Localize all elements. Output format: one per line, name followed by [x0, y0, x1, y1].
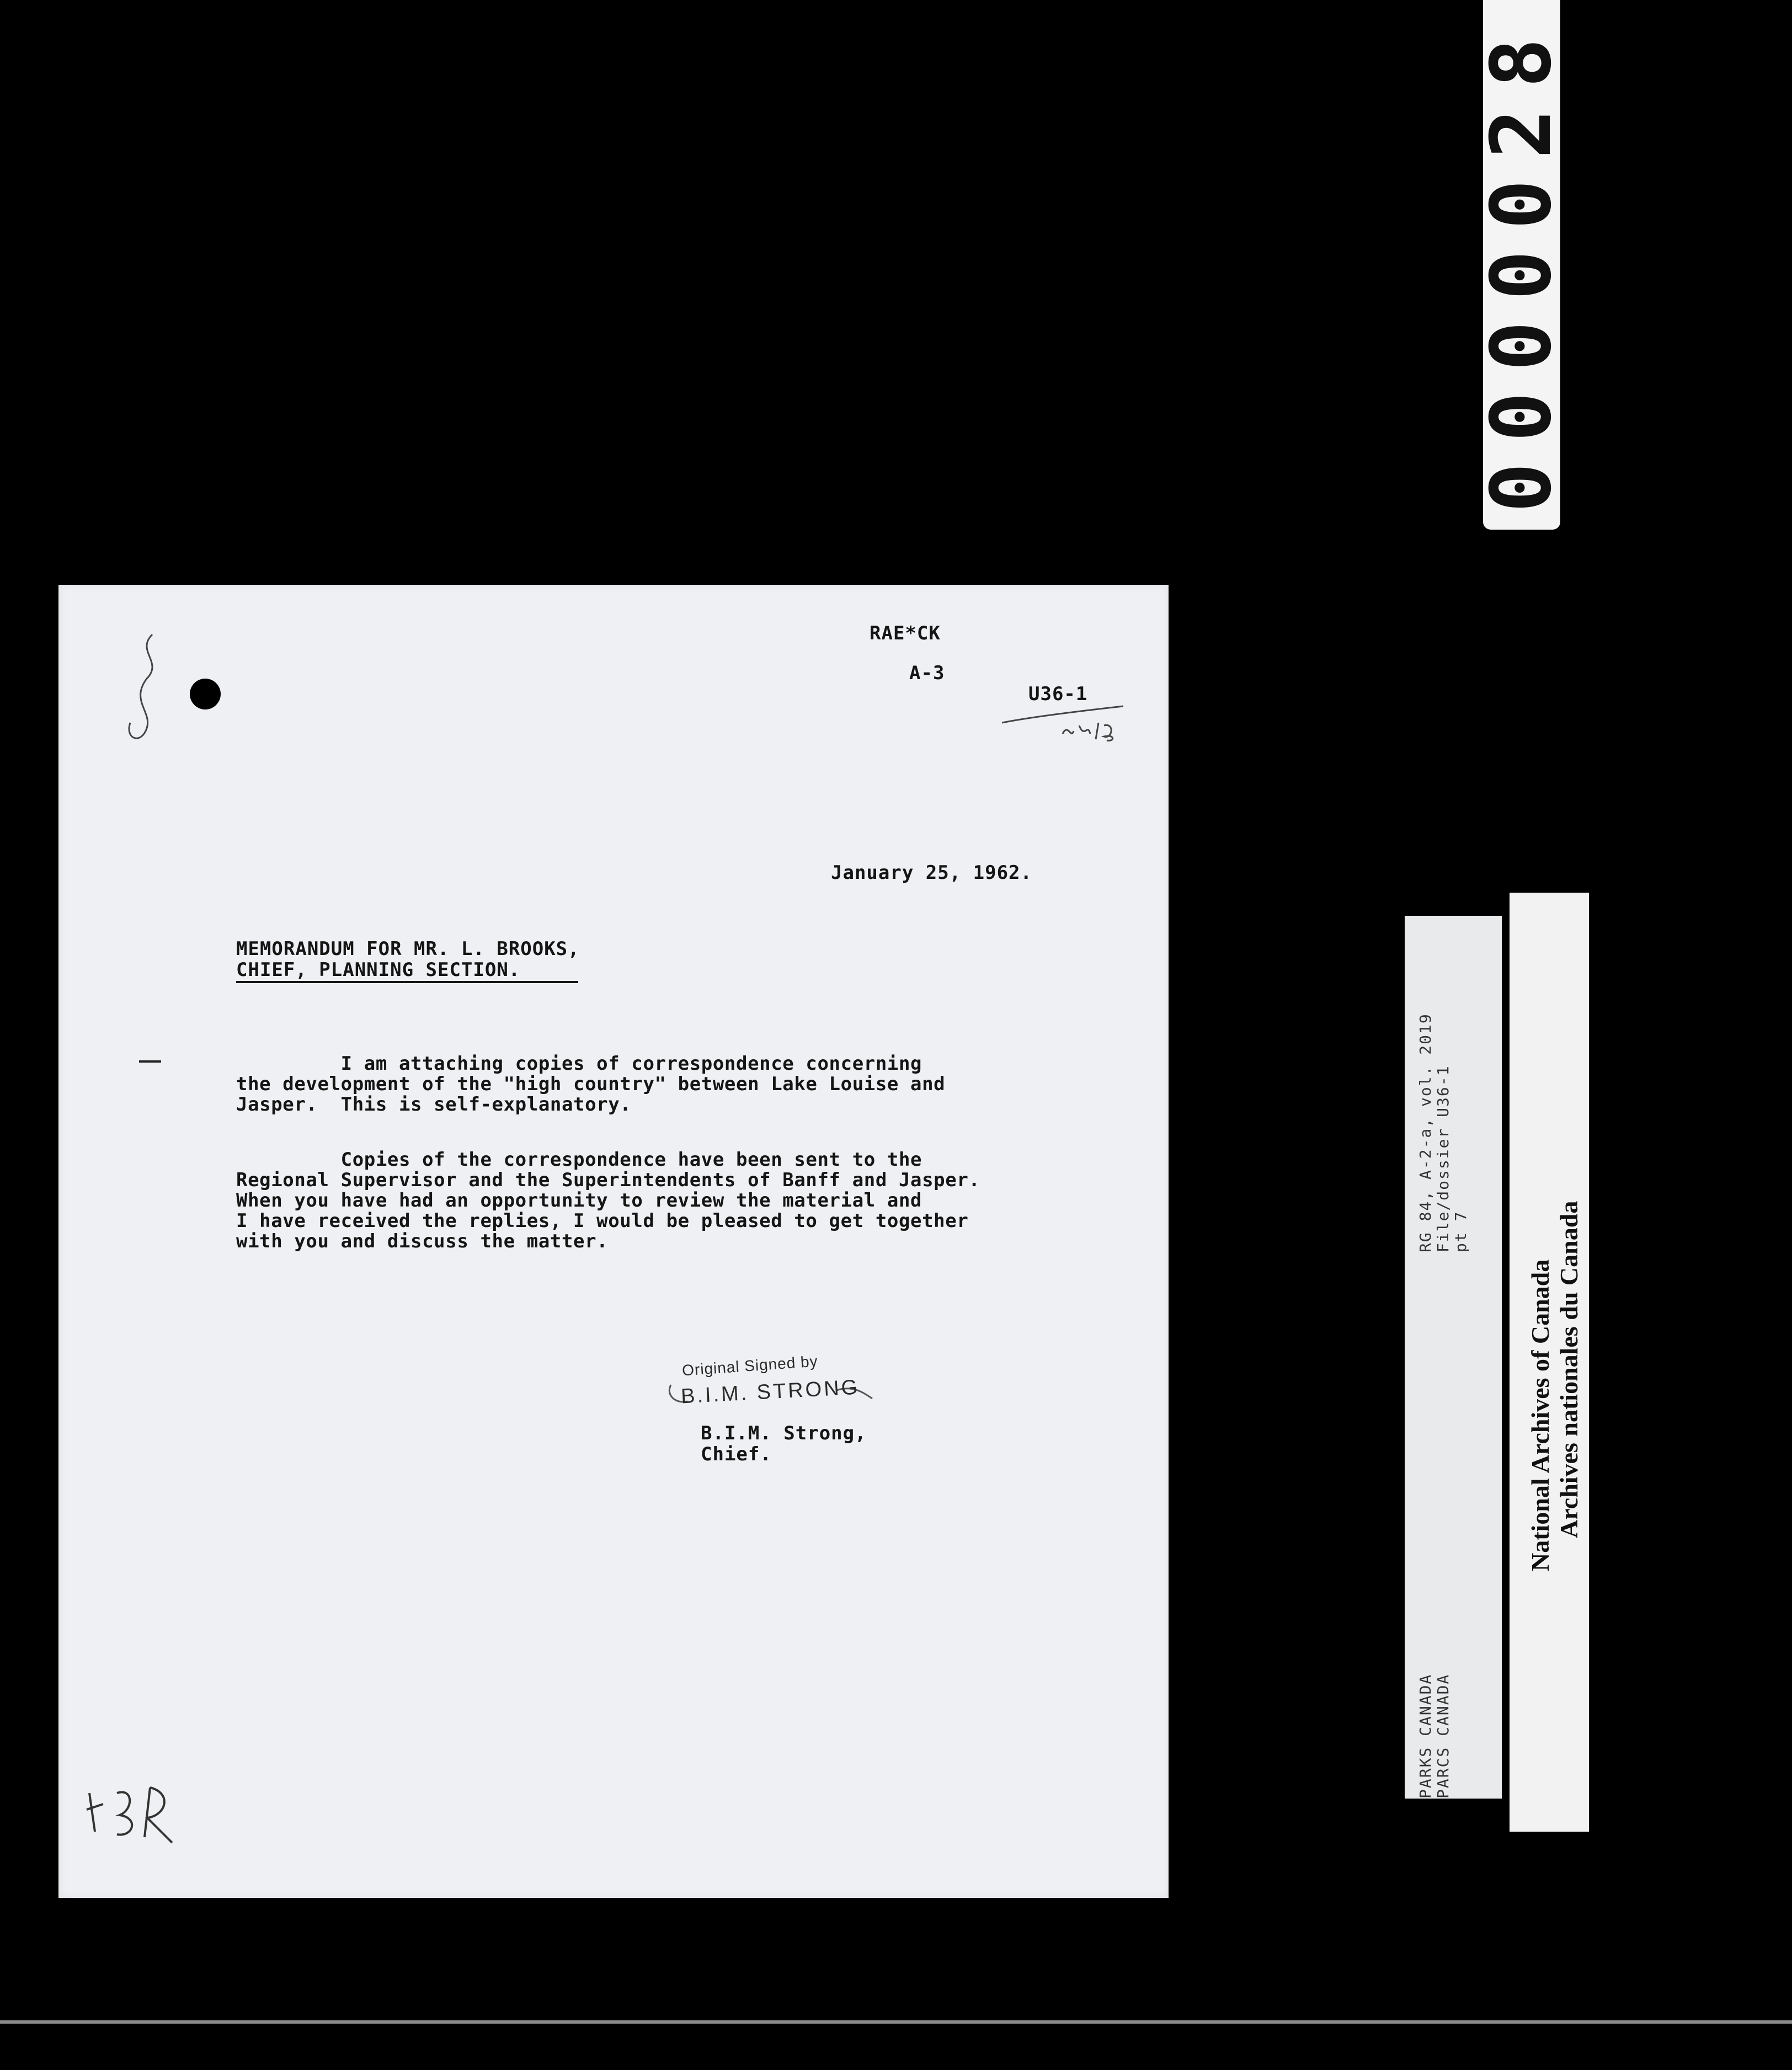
- punch-hole: [190, 679, 221, 709]
- file-number-a: A-3: [909, 662, 945, 684]
- signature-stamp: [654, 1352, 886, 1412]
- signature-name: B.I.M. Strong,: [701, 1422, 867, 1444]
- stamp-signer-name: B.I.M. STRONG: [680, 1375, 861, 1409]
- file-number-u: U36-1: [1028, 683, 1088, 705]
- national-archives-label: [1526, 1201, 1583, 1571]
- rg-line2: File/dossier U36-1: [1434, 1065, 1452, 1252]
- archive-reference-card: [1405, 916, 1502, 1799]
- handwritten-mark-bottom-left: [78, 1771, 189, 1848]
- parks-line2: PARCS CANADA: [1434, 1673, 1452, 1799]
- parks-line1: PARKS CANADA: [1416, 1673, 1434, 1799]
- rg-line1: RG 84, A-2-a, vol. 2019: [1416, 1013, 1434, 1252]
- memo-addressee-line1: MEMORANDUM FOR MR. L. BROOKS,: [236, 938, 580, 960]
- nac-line1: National Archives of Canada: [1526, 1259, 1554, 1571]
- margin-dash: [139, 1060, 161, 1063]
- frame-counter-digits: 0000028: [1474, 17, 1570, 513]
- stamp-original-signed: Original Signed by: [681, 1352, 819, 1379]
- memo-paragraph-2: Copies of the correspondence have been sent to the Regional Supervisor and the Superintendents of Banff and Jasper. When you have had an opportunity to review the material and I have received the replies, I would be pleased to get together with you and discuss the matter.: [236, 1149, 980, 1252]
- reference-code: RAE*CK: [870, 622, 941, 644]
- addressee-underline: [236, 981, 578, 983]
- bottom-rule: [0, 2020, 1792, 2024]
- memo-sheet: [58, 585, 1169, 1898]
- memo-addressee-line2: CHIEF, PLANNING SECTION.: [236, 959, 521, 981]
- memo-paragraph-1: I am attaching copies of correspondence concerning the development of the "high country" between Lake Louise and Jasper. This is self-explanatory.: [236, 1053, 946, 1116]
- memo-date: January 25, 1962.: [831, 862, 1032, 884]
- rg-line3: pt 7: [1452, 1210, 1470, 1252]
- record-group-label: [1417, 1013, 1470, 1252]
- nac-line2: Archives nationales du Canada: [1555, 1201, 1583, 1538]
- handwritten-mark-top-left: [114, 629, 180, 756]
- signature-title: Chief.: [701, 1443, 772, 1465]
- national-archives-card: [1510, 893, 1589, 1832]
- parks-canada-label: [1417, 1674, 1452, 1799]
- handwritten-file-annotation: [996, 701, 1129, 745]
- frame-counter-strip: [1474, 0, 1570, 530]
